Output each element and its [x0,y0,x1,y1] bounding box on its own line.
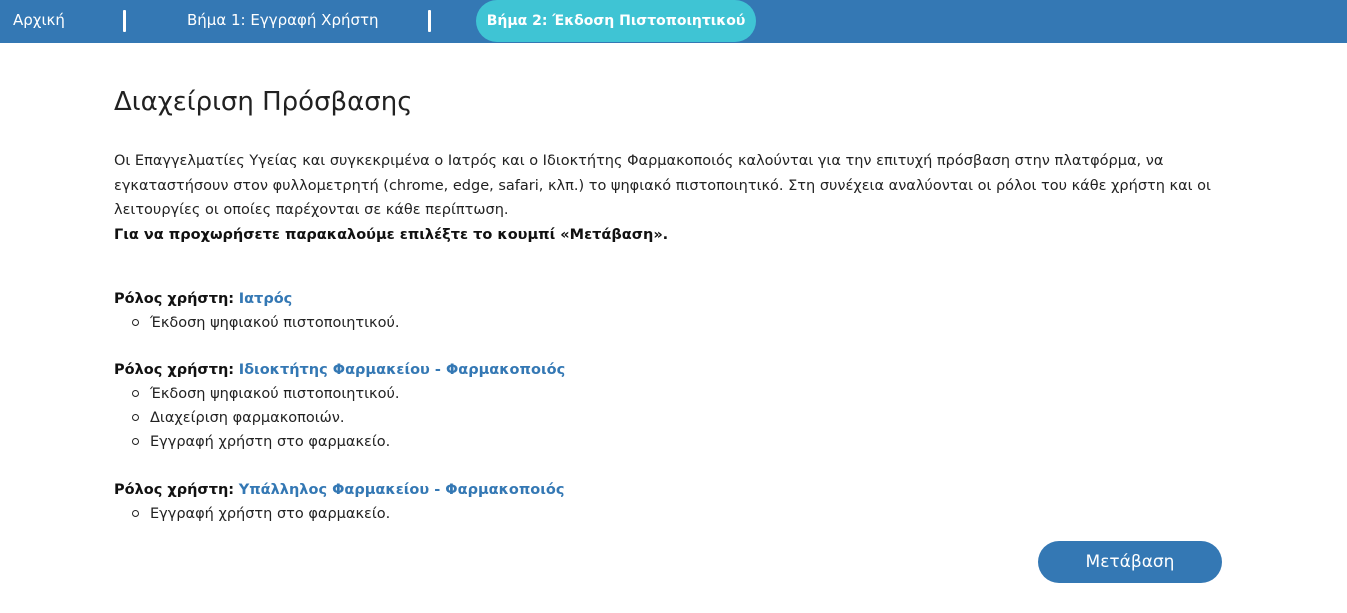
role-functions-list [114,382,1224,454]
list-item: Εγγραφή χρήστη στο φαρμακείο. [130,430,1224,454]
role-name: Ιδιοκτήτης Φαρμακείου - Φαρμακοποιός [238,362,566,378]
page-title: Διαχείριση Πρόσβασης [114,87,413,117]
nav-step2-active-tab[interactable]: Βήμα 2: Έκδοση Πιστοποιητικού [476,0,756,42]
role-section-doctor [114,287,1224,335]
main-content [114,85,1224,526]
intro-line: Οι Επαγγελματίες Υγείας και συγκεκριμένα ο Ιατρός και ο Ιδιοκτήτης Φαρμακοποιός καλούνται για την επιτυχή πρόσβαση στην πλατφόρμα, να [114,153,1164,169]
top-navigation-bar [0,0,1347,43]
list-item: Έκδοση ψηφιακού πιστοποιητικού. [130,311,1224,335]
nav-separator [123,10,126,32]
intro-paragraph [114,149,1224,223]
list-item: Διαχείριση φαρμακοποιών. [130,406,1224,430]
nav-step1-link[interactable]: Βήμα 1: Εγγραφή Χρήστη [187,11,379,29]
role-label: Ρόλος χρήστη: [114,362,235,378]
list-item: Εγγραφή χρήστη στο φαρμακείο. [130,502,1224,526]
intro-line: λειτουργίες οι οποίες παρέχονται σε κάθε περίπτωση. [114,202,509,218]
role-section-pharmacy-owner [114,358,1224,454]
role-label: Ρόλος χρήστη: [114,291,235,307]
role-name: Υπάλληλος Φαρμακείου - Φαρμακοποιός [238,482,565,498]
role-functions-list [114,502,1224,526]
nav-separator [428,10,431,32]
instruction-text: Για να προχωρήσετε παρακαλούμε επιλέξτε το κουμπί «Μετάβαση». [114,226,669,243]
role-label: Ρόλος χρήστη: [114,482,235,498]
role-heading [114,287,1224,311]
list-item: Έκδοση ψηφιακού πιστοποιητικού. [130,382,1224,406]
role-section-pharmacy-employee [114,478,1224,526]
role-functions-list [114,311,1224,335]
intro-line: εγκαταστήσουν στον φυλλομετρητή (chrome, edge, safari, κλπ.) το ψηφιακό πιστοποιητικό. Στη συνέχεια αναλύονται οι ρόλοι του κάθε χρήστη και οι [114,177,1211,194]
role-heading [114,478,1224,502]
nav-home-link[interactable]: Αρχική [13,11,65,29]
role-heading [114,358,1224,382]
role-name: Ιατρός [238,291,293,307]
proceed-button[interactable]: Μετάβαση [1038,541,1222,583]
